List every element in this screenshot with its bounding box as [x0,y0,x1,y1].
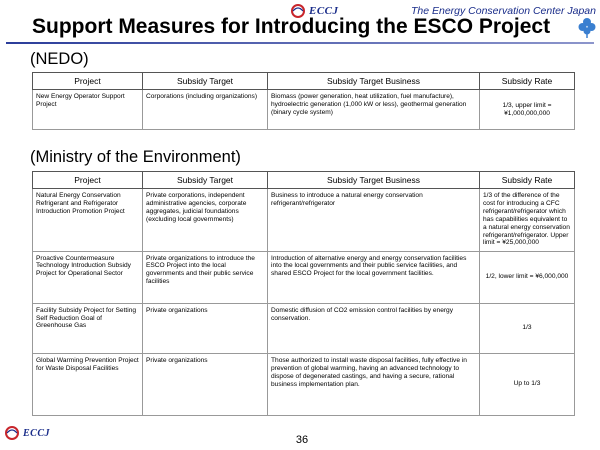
column-header: Project [33,172,143,189]
cell-business: Introduction of alternative energy and energy conservation facilities into the local governments and their public service facilities, and shared ESCO Project for the local government facilities. [268,251,480,303]
eccj-logo-icon [4,426,20,440]
section-heading-moe: (Ministry of the Environment) [30,148,241,166]
table-row [33,90,575,130]
cell-target: Private organizations [143,353,268,415]
table-row [33,189,575,252]
title-rule [6,42,594,44]
cell-rate: 1/3, upper limit = ¥1,000,000,000 [480,90,575,130]
cell-project: Facility Subsidy Project for Setting Self Reduction Goal of Greenhouse Gas [33,303,143,353]
table-header-row [33,172,575,189]
section-heading-nedo: (NEDO) [30,50,89,68]
table-row [33,251,575,303]
column-header: Subsidy Target [143,73,268,90]
column-header: Subsidy Target Business [268,172,480,189]
column-header: Subsidy Target Business [268,73,480,90]
cell-target: Private corporations, independent administrative agencies, corporate aggregates, judicial foundations (excluding local governments) [143,189,268,252]
cell-project: Global Warming Prevention Project for Waste Disposal Facilities [33,353,143,415]
clover-icon [578,17,596,39]
cell-project: Natural Energy Conservation Refrigerant and Refrigerator Introduction Promotion Project [33,189,143,252]
page-number: 36 [295,434,309,446]
cell-business: Biomass (power generation, heat utilization, fuel manufacture), hydroelectric generation (1,000 kW or less), geothermal generation (binary cycle system) [268,90,480,130]
table-row [33,303,575,353]
cell-rate: 1/3 of the difference of the cost for introducing a CFC refrigerant/refrigerator which has capabilities equivalent to a natural energy conservation refrigerant/refrigerator. Upper limit = ¥25,000,000 [480,189,575,252]
cell-rate: 1/3 [480,303,575,353]
moe-table [32,171,575,416]
column-header: Project [33,73,143,90]
footer-logo [4,426,50,440]
cell-project: Proactive Countermeasure Technology Introduction Subsidy Project for Operational Sector [33,251,143,303]
logo-text: ECCJ [309,5,339,17]
nedo-table [32,72,575,130]
cell-rate: Up to 1/3 [480,353,575,415]
page-title: Support Measures for Introducing the ESCO Project [32,15,551,38]
org-name: The Energy Conservation Center Japan [410,5,596,17]
column-header: Subsidy Target [143,172,268,189]
cell-business: Domestic diffusion of CO2 emission control facilities by energy conservation. [268,303,480,353]
footer-logo-text: ECCJ [23,427,51,439]
cell-business: Those authorized to install waste disposal facilities, fully effective in prevention of global warming, having an advanced technology to dispose of degenerated castings, and having a secure, rational business implementation plan. [268,353,480,415]
cell-target: Private organizations [143,303,268,353]
table-row [33,353,575,415]
cell-target: Corporations (including organizations) [143,90,268,130]
cell-project: New Energy Operator Support Project [33,90,143,130]
cell-target: Private organizations to introduce the ESCO Project into the local governments and their public service facilities [143,251,268,303]
cell-rate: 1/2, lower limit = ¥6,000,000 [480,251,575,303]
column-header: Subsidy Rate [480,73,575,90]
table-header-row [33,73,575,90]
column-header: Subsidy Rate [480,172,575,189]
cell-business: Business to introduce a natural energy conservation refrigerant/refrigerator [268,189,480,252]
